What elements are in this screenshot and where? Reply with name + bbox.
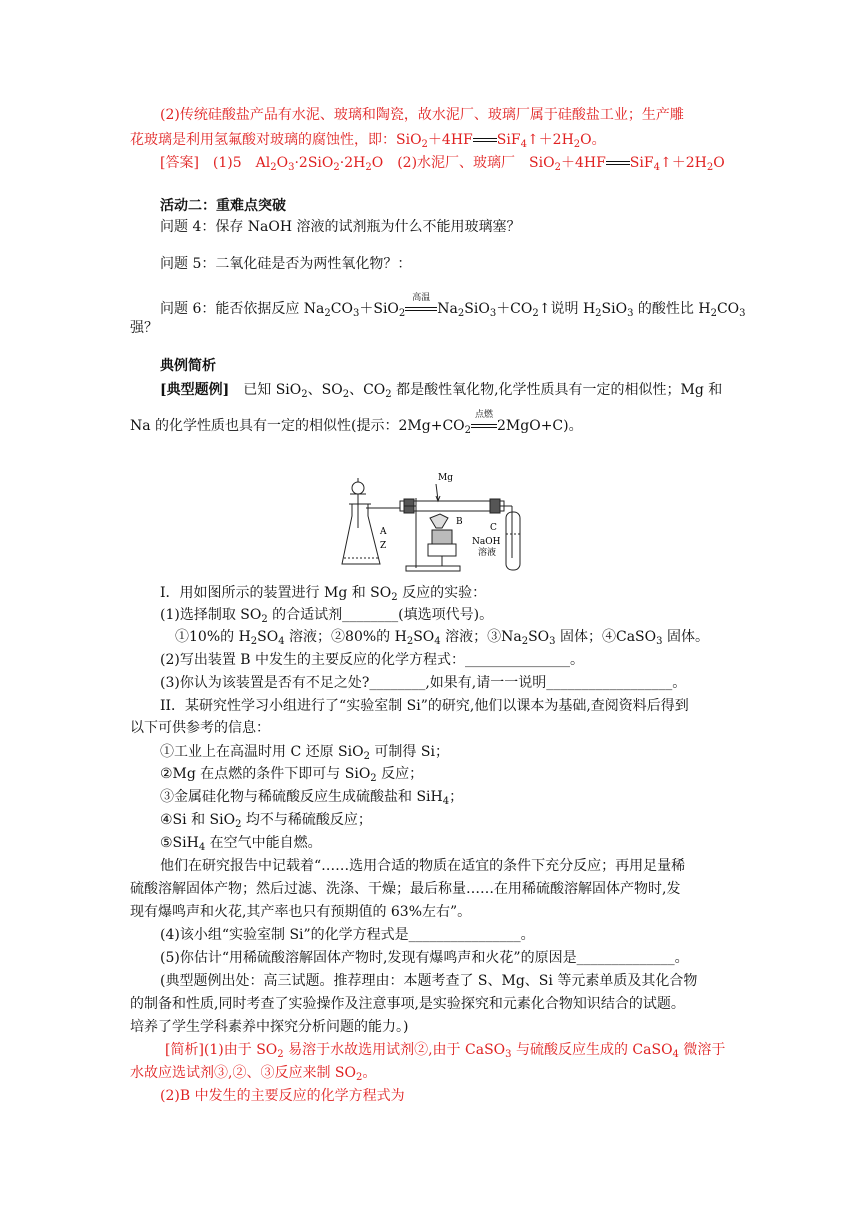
question-4: 问题 4：保存 NaOH 溶液的试剂瓶为什么不能用玻璃塞？ xyxy=(160,219,521,235)
part1-title: I．用如图所示的装置进行 Mg 和 $SO_2$ 反应的实验： xyxy=(160,585,487,603)
source-2: 的制备和性质,同时考查了实验操作及注意事项,是实验探究和元素化合物知识结合的试题。 xyxy=(130,996,685,1012)
info-4: ④Si 和 SiO$_2$ 均不与稀硫酸反应； xyxy=(160,812,372,830)
example-intro-1: [典型题例] 已知 SiO$_2$、$SO_2$、$CO_2$ 都是酸性氧化物,化学性质具有一定的相似性；Mg 和 xyxy=(160,382,723,400)
option-text: SO xyxy=(528,629,550,645)
analysis-text: 水故应选试剂③,②、③反应来制 SO xyxy=(130,1065,356,1081)
analysis-line-1: [简析](1)由于 $SO_2$ 易溶于水故选用试剂②,由于 CaSO$_3$ 与硫酸反应生成的 CaSO$_4$ 微溶于 xyxy=(165,1042,726,1060)
analysis-text: [简析](1)由于 SO xyxy=(165,1042,278,1058)
part1-text: 的合适试剂________(填选项代号)。 xyxy=(267,607,494,623)
example-text: 都是酸性氧化物,化学性质具有一定的相似性；Mg 和 xyxy=(391,382,723,398)
label-z: Z xyxy=(380,541,387,551)
question-5: 问题 5：二氧化硅是否为两性氧化物？： xyxy=(160,256,412,272)
section-heading: 活动二：重难点突破 xyxy=(160,198,286,214)
info-text: ； xyxy=(449,789,464,805)
stand-base xyxy=(406,566,460,571)
answer-line-1 xyxy=(160,105,684,125)
part1-q3: (3)你认为该装置是否有不足之处?________,如果有,请一一说明__________________。 xyxy=(160,675,687,691)
answer-line-2: 花玻璃是利用氢氟酸对玻璃的腐蚀性，即：SiO$_2$＋4HF $SiF_4↑+2H_2O$。 xyxy=(130,132,606,150)
answer-text: ＋4HF xyxy=(427,132,473,148)
part2-q4: (4)该小组“实验室制 Si”的化学方程式是________________。 xyxy=(160,927,535,943)
answer-text: O (2)水泥厂、玻璃厂 SiO xyxy=(371,155,555,171)
label-b: B xyxy=(456,517,463,527)
record-2: 硫酸溶解固体产物；然后过滤、洗涤、干燥；最后称量……在用稀硫酸溶解固体产物时,发 xyxy=(130,881,681,897)
funnel-bulb xyxy=(352,482,364,494)
answer-text: O。 xyxy=(580,132,606,148)
option-text: 溶液；③Na xyxy=(440,629,522,645)
option-text: SO xyxy=(257,629,279,645)
info-2: ②Mg 在点燃的条件下即可与 SiO$_2$ 反应； xyxy=(160,766,424,784)
option-text: 固体；④CaSO xyxy=(555,629,657,645)
apparatus-diagram xyxy=(340,468,530,573)
answer-text: O xyxy=(276,155,289,171)
condition-label: 高温 xyxy=(412,293,431,303)
example-text: 已知 SiO xyxy=(229,382,302,398)
example-text: 、CO xyxy=(349,382,386,398)
question-text: SiO xyxy=(601,301,628,317)
reaction-condition xyxy=(405,293,437,319)
info-1: ①工业上在高温时用 C 还原 SiO$_2$ 可制得 Si； xyxy=(160,744,449,762)
part1-options: ①10%的 $H_2SO_4$ 溶液；②80%的 $H_2SO_4$ 溶液；$③Na_2SO_3$ 固体；④CaSO$_3$ 固体。 xyxy=(175,629,709,647)
label-naoh: NaOH xyxy=(472,537,501,547)
conical-flask xyxy=(342,504,380,564)
answer-text: ·2H xyxy=(339,155,366,171)
part2-intro-2: 以下可供参考的信息： xyxy=(130,720,270,736)
question-text: SiO xyxy=(464,301,490,317)
info-text: ⑤SiH xyxy=(160,835,199,851)
info-text: 反应； xyxy=(376,766,424,782)
answer-text: SiF xyxy=(496,132,521,148)
analysis-text: 微溶于 xyxy=(678,1042,726,1058)
example-text: Na 的化学性质也具有一定的相似性(提示：2Mg+CO xyxy=(130,418,465,434)
question-6: 问题 6：能否依据反应 $Na_2CO_3+SiO_2$ 高温 $Na_2SiO_3+CO_2↑$说明 $H_2SiO_3$ 的酸性比 $H_2CO_3$ xyxy=(160,299,746,319)
part1-q2: (2)写出装置 B 中发生的主要反应的化学方程式：_______________。 xyxy=(160,652,585,668)
example-tag: [典型题例] xyxy=(160,382,230,398)
label-mg: Mg xyxy=(438,473,453,483)
option-text: SO xyxy=(413,629,435,645)
answer-text: O xyxy=(713,155,725,171)
info-3: ③金属硅化物与稀硫酸反应生成硫酸盐和 SiH$_4$； xyxy=(160,789,464,807)
question-text: 的酸性比 H xyxy=(633,301,711,317)
part2-intro-1: II．某研究性学习小组进行了“实验室制 Si”的研究,他们以课本为基础,查阅资料后得到 xyxy=(160,698,689,714)
record-1: 他们在研究报告中记载着“……选用合适的物质在适宜的条件下充分反应；再用足量稀 xyxy=(160,858,686,874)
answer-summary: [答案] (1)5 $Al_2O_3\cdot 2SiO_2\cdot 2H_2O$ (2)水泥厂、玻璃厂 SiO$_2$＋4HF $SiF_4↑+2H_2O$ xyxy=(160,155,725,173)
answer-text: ＋4HF xyxy=(560,155,606,171)
info-text: 在空气中能自燃。 xyxy=(205,835,322,851)
question-text: ＋CO xyxy=(496,301,533,317)
info-text: 可制得 Si； xyxy=(369,744,449,760)
label-c: C xyxy=(490,523,497,533)
question-text: Na xyxy=(437,301,458,317)
answer-text: ↑＋2H xyxy=(526,132,574,148)
option-text: 溶液；②80%的 H xyxy=(284,629,407,645)
equals-sign xyxy=(473,138,497,142)
question-text: 问题 6：能否依据反应 Na xyxy=(160,301,325,317)
example-heading: 典例简析 xyxy=(160,358,216,374)
option-text: 固体。 xyxy=(662,629,709,645)
equals-sign xyxy=(606,161,630,165)
analysis-line-3: (2)B 中发生的主要反应的化学方程式为 xyxy=(160,1088,405,1104)
analysis-text: 。 xyxy=(362,1065,377,1081)
answer-text: [答案] (1)5 Al xyxy=(160,155,271,171)
question-text: CO xyxy=(330,301,353,317)
part2-q5: (5)你估计“用稀硫酸溶解固体产物时,发现有爆鸣声和火花”的原因是______________。 xyxy=(160,950,689,966)
question-6-end: 强？ xyxy=(130,320,158,336)
info-text: ②Mg 在点燃的条件下即可与 SiO xyxy=(160,766,371,782)
label-a: A xyxy=(380,527,387,537)
analysis-text: 与硫酸反应生成的 CaSO xyxy=(511,1042,673,1058)
answer-text: (2)传统硅酸盐产品有水泥、玻璃和陶瓷，故水泥厂、玻璃厂属于硅酸盐工业；生产雕 xyxy=(160,107,684,123)
info-text: ①工业上在高温时用 C 还原 SiO xyxy=(160,744,364,760)
info-text: ③金属硅化物与稀硫酸反应生成硫酸盐和 SiH xyxy=(160,789,443,805)
analysis-text: 易溶于水故选用试剂②,由于 CaSO xyxy=(283,1042,506,1058)
part1-text: I．用如图所示的装置进行 Mg 和 SO xyxy=(160,585,392,601)
info-text: ④Si 和 SiO xyxy=(160,812,236,828)
part1-text: 反应的实验： xyxy=(397,585,487,601)
question-text: CO xyxy=(716,301,740,317)
answer-text: ·2SiO xyxy=(294,155,334,171)
condition-label: 点燃 xyxy=(475,410,494,420)
example-intro-2: Na 的化学性质也具有一定的相似性(提示：$2Mg+CO_2$ 点燃 2MgO+C)。 xyxy=(130,416,583,436)
source-3: 培养了学生学科素养中探究分析问题的能力。) xyxy=(130,1019,409,1035)
record-3: 现有爆鸣声和火花,其产率也只有预期值的 63%左右”。 xyxy=(130,904,472,920)
option-text: ①10%的 H xyxy=(175,629,251,645)
answer-text: 花玻璃是利用氢氟酸对玻璃的腐蚀性，即：SiO xyxy=(130,132,422,148)
absorption-tube xyxy=(506,512,520,570)
source-1: (典型题例出处：高三试题。推荐理由：本题考查了 S、Mg、Si 等元素单质及其化合物 xyxy=(160,973,698,989)
example-text: 、SO xyxy=(307,382,343,398)
lamp xyxy=(432,530,452,544)
info-5: ⑤SiH$_4$ 在空气中能自燃。 xyxy=(160,835,322,853)
question-text: ↑说明 H xyxy=(538,301,596,317)
question-text: ＋SiO xyxy=(359,301,399,317)
part1-text: (1)选择制取 SO xyxy=(160,607,262,623)
analysis-line-2: 水故应选试剂③,②、③反应来制 $SO_2$。 xyxy=(130,1065,377,1083)
info-text: 均不与稀硫酸反应； xyxy=(241,812,372,828)
label-solution: 溶液 xyxy=(478,548,497,558)
answer-text: ↑＋2H xyxy=(659,155,707,171)
answer-text: SiF xyxy=(629,155,654,171)
part1-q1: (1)选择制取 $SO_2$ 的合适试剂________(填选项代号)。 xyxy=(160,607,494,625)
example-text: 2MgO+C)。 xyxy=(497,418,583,434)
reaction-condition xyxy=(471,410,497,436)
